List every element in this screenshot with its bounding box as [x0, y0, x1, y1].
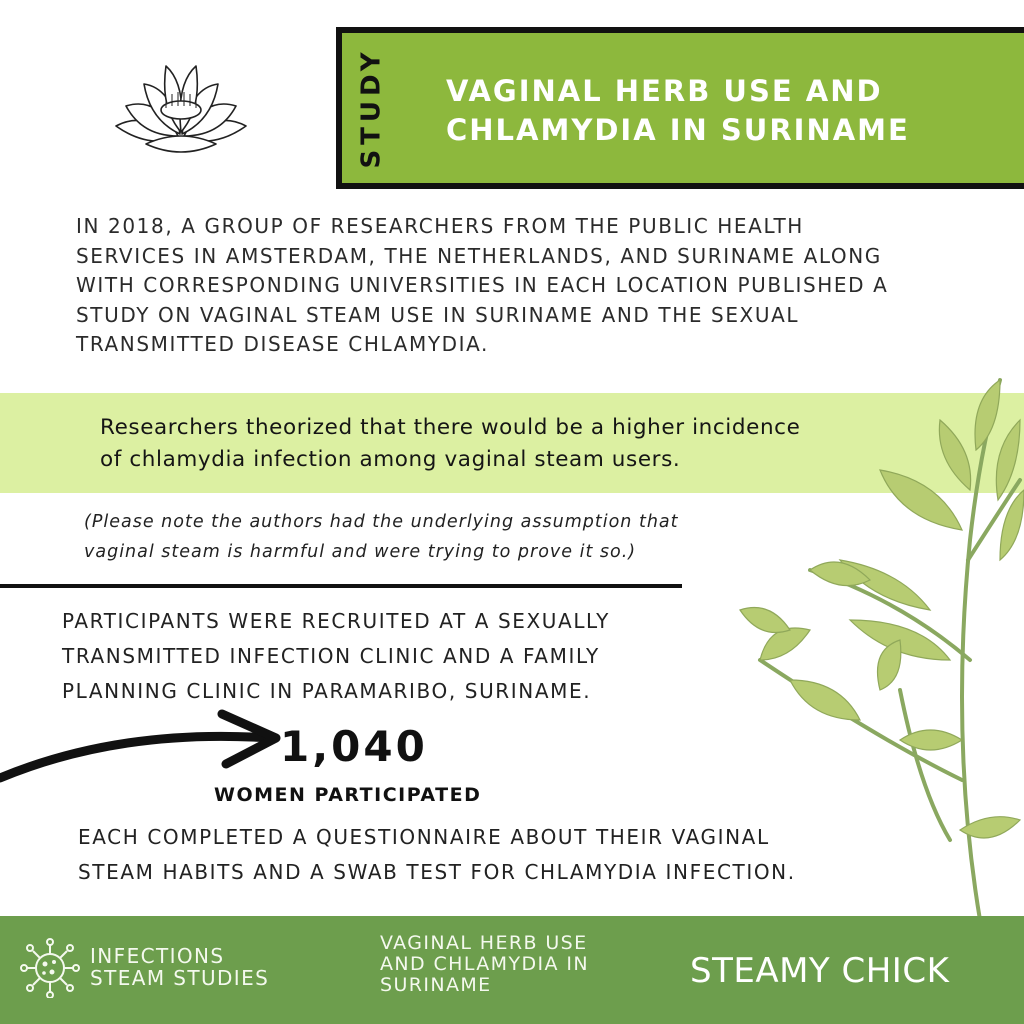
intro-line: SERVICES IN AMSTERDAM, THE NETHERLANDS, AND SURINAME ALONG	[76, 243, 882, 268]
lotus-flower-icon	[96, 48, 266, 168]
author-note	[84, 508, 844, 567]
virus-icon	[20, 938, 80, 998]
intro-line: STUDY ON VAGINAL STEAM USE IN SURINAME AND THE SEXUAL	[76, 302, 800, 327]
intro-line: WITH CORRESPONDING UNIVERSITIES IN EACH LOCATION PUBLISHED A	[76, 273, 889, 297]
participant-count: 1,040	[280, 722, 428, 771]
category-line: STEAM STUDIES	[90, 966, 270, 990]
note-line: vaginal steam is harmful and were trying to prove it so.)	[84, 541, 637, 562]
intro-line: IN 2018, A GROUP OF RESEARCHERS FROM THE PUBLIC HEALTH	[76, 214, 804, 238]
hypothesis-line: of chlamydia infection among vaginal steam users.	[100, 447, 681, 472]
category-line: INFECTIONS	[90, 944, 225, 968]
hypothesis-text	[100, 412, 940, 476]
footer-category[interactable]	[90, 945, 330, 989]
recruitment-paragraph	[62, 604, 742, 709]
section-divider	[0, 584, 682, 588]
note-line: (Please note the authors had the underlying assumption that	[84, 512, 679, 532]
participant-caption: WOMEN PARTICIPATED	[214, 784, 482, 806]
topic-line: VAGINAL HERB USE	[380, 932, 588, 954]
method-paragraph	[78, 820, 918, 890]
method-line: STEAM HABITS AND A SWAB TEST FOR CHLAMYDIA INFECTION.	[78, 860, 796, 884]
intro-paragraph	[76, 212, 976, 360]
topic-line: SURINAME	[380, 974, 492, 996]
recruit-line: PLANNING CLINIC IN PARAMARIBO, SURINAME.	[62, 679, 592, 703]
recruit-line: PARTICIPANTS WERE RECRUITED AT A SEXUALLY	[62, 609, 610, 633]
study-label: STUDY	[357, 47, 387, 169]
brand-name[interactable]: STEAMY CHICK	[690, 951, 950, 991]
footer-topic	[380, 933, 660, 996]
study-tab	[336, 27, 408, 189]
recruit-line: TRANSMITTED INFECTION CLINIC AND A FAMILY	[62, 644, 600, 668]
title-line: CHLAMYDIA IN SURINAME	[446, 113, 910, 147]
title-line: VAGINAL HERB USE AND	[446, 74, 883, 108]
topic-line: AND CHLAMYDIA IN	[380, 953, 589, 975]
hypothesis-line: Researchers theorized that there would be a higher incidence	[100, 415, 801, 440]
method-line: EACH COMPLETED A QUESTIONNAIRE ABOUT THEIR VAGINAL	[78, 825, 770, 849]
intro-line: TRANSMITTED DISEASE CHLAMYDIA.	[76, 332, 490, 356]
page-title	[446, 72, 1006, 150]
